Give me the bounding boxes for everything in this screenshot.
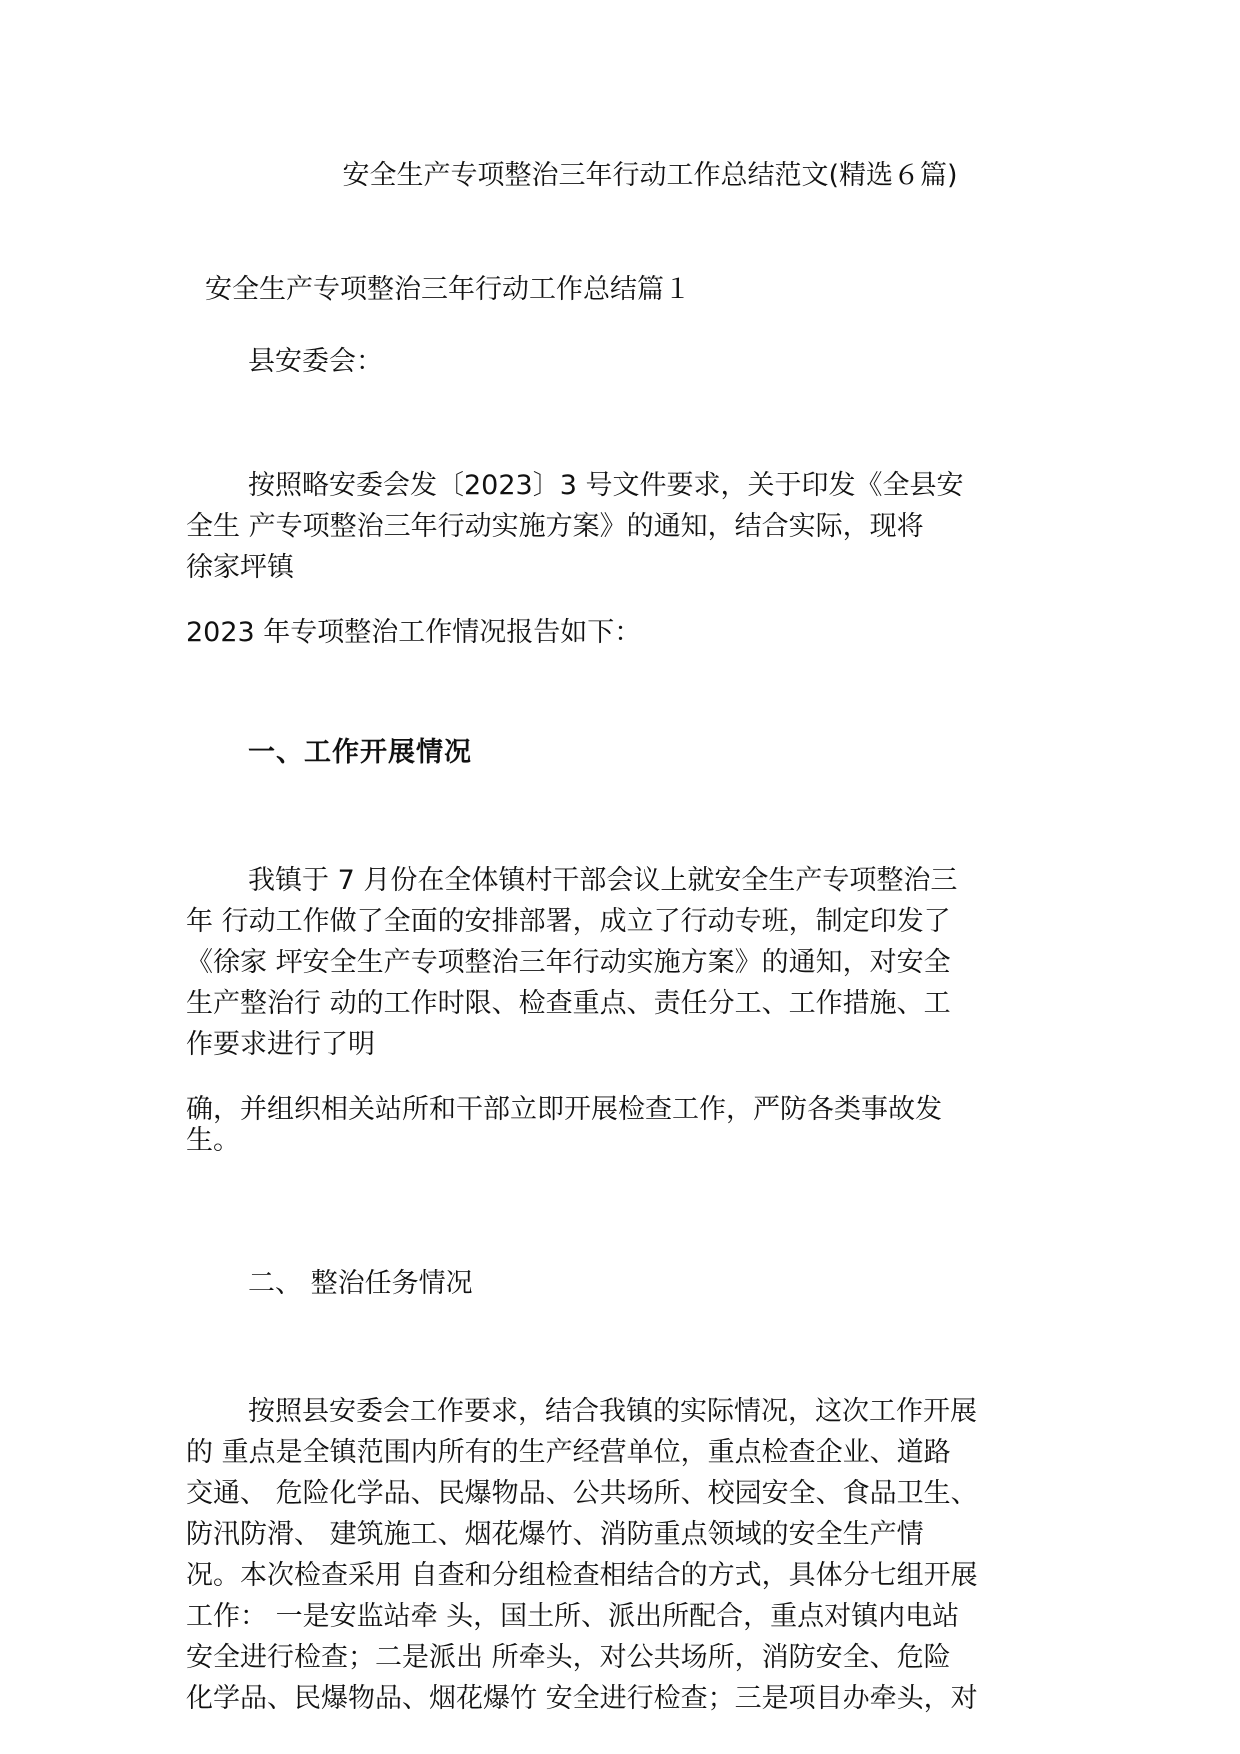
paragraph-line: 确，并组织相关站所和干部立即开展检查工作，严防各类事故发 (186, 1094, 942, 1125)
paragraph-line: 的 重点是全镇范围内所有的生产经营单位，重点检查企业、道路 (186, 1437, 951, 1468)
paragraph-line: 安全进行检查；二是派出 所牵头，对公共场所，消防安全、危险 (186, 1642, 951, 1673)
section-heading: 安全生产专项整治三年行动工作总结篇１ (205, 274, 691, 305)
paragraph-line: 防汛防滑、 建筑施工、烟花爆竹、消防重点领域的安全生产情 (186, 1519, 924, 1550)
paragraph-line: 全生 产专项整治三年行动实施方案》的通知，结合实际，现将 (186, 511, 924, 542)
paragraph-line: 年 行动工作做了全面的安排部署，成立了行动专班，制定印发了 (186, 906, 951, 937)
paragraph-line: 2023 年专项整治工作情况报告如下： (186, 617, 642, 648)
paragraph-line: 生产整治行 动的工作时限、检查重点、责任分工、工作措施、工 (186, 988, 951, 1019)
paragraph-line: 按照略安委会发〔2023〕3 号文件要求，关于印发《全县安 (248, 470, 964, 501)
document-title: 安全生产专项整治三年行动工作总结范文(精选６篇) (342, 160, 958, 191)
paragraph-line: 徐家坪镇 (186, 552, 294, 583)
paragraph-line: 按照县安委会工作要求，结合我镇的实际情况，这次工作开展 (248, 1396, 977, 1427)
heading-rectification-tasks: 二、 整治任务情况 (248, 1268, 473, 1299)
paragraph-line: 《徐家 坪安全生产专项整治三年行动实施方案》的通知，对安全 (186, 947, 951, 978)
paragraph-line: 作要求进行了明 (186, 1029, 375, 1060)
paragraph-line: 交通、 危险化学品、民爆物品、公共场所、校园安全、食品卫生、 (186, 1478, 978, 1509)
paragraph-line: 我镇于 7 月份在全体镇村干部会议上就安全生产专项整治三 (248, 865, 958, 896)
paragraph-line: 生。 (186, 1125, 240, 1156)
paragraph-line: 工作： 一是安监站牵 头，国土所、派出所配合，重点对镇内电站 (186, 1601, 960, 1632)
paragraph-line: 况。本次检查采用 自查和分组检查相结合的方式，具体分七组开展 (186, 1560, 978, 1591)
heading-work-progress: 一、工作开展情况 (248, 737, 472, 768)
paragraph-line: 化学品、民爆物品、烟花爆竹 安全进行检查；三是项目办牵头，对 (186, 1683, 978, 1714)
salutation: 县安委会： (248, 346, 383, 377)
